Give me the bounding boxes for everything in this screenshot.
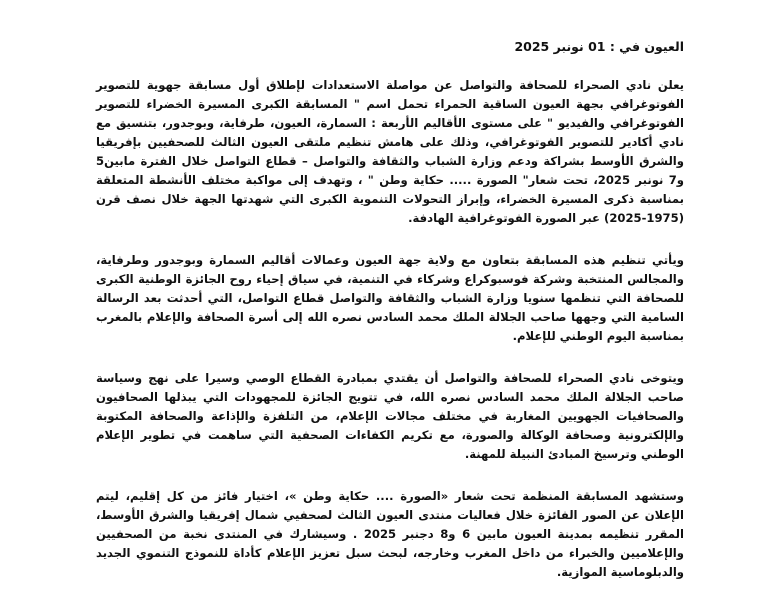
paragraph-announcement: يعلن نادي الصحراء للصحافة والتواصل عن مواصلة الاستعدادات لإطلاق أول مسابقة جهوية للتصوير الفوتوغرافي بجهة العيون الساقية الحمراء تحمل اسم " المسابقة الكبرى المسيرة الخضراء للتصوير الفوتوغرافي والفيديو " على مستوى الأقاليم الأربعة : السمارة، العيون، طرفاية، وبوجدور، بتنسيق مع نادي أكادير للتصوير الفوتوغرافي، وذلك على هامش تنظيم ملتقى العيون الثالث للصحفيين بإفريقيا والشرق الأوسط بشراكة ودعم وزارة الشباب والثقافة والتواصل – قطاع التواصل خلال الفترة مابين5 و7 نونبر 2025، تحت شعار" الصورة ..... حكاية وطن " ، وتهدف إلى مواكبة مختلف الأنشطة المتعلقة بمناسبة ذكرى المسيرة الخضراء، وإبراز التحولات التنموية الكبرى التي شهدتها الجهة خلال نصف قرن (1975-2025) عبر الصورة الفوتوغرافية الهادفة.	[96, 78, 684, 225]
date-line: العيون في : 01 نونبر 2025	[514, 39, 684, 54]
paragraph-partners: ويأتي تنظيم هذه المسابقة بتعاون مع ولاية جهة العيون وعمالات أقاليم السمارة وبوجدور وطرفاية، والمجالس المنتخبة وشركة فوسبوكراع وشركاء في التنمية، في سياق إحياء روح الجائزة الوطنية الكبرى للصحافة التي تنظمها سنويا وزارة الشباب والثقافة والتواصل قطاع التواصل، التي أحدثت بعد الرسالة السامية التي وجهها صاحب الجلالة الملك محمد السادس نصره الله إلى أسرة الصحافة والإعلام بالمغرب بمناسبة اليوم الوطني للإعلام.	[96, 253, 684, 343]
press-release-body	[96, 38, 684, 605]
paragraph-objectives: ويتوخى نادي الصحراء للصحافة والتواصل أن يقتدي بمبادرة القطاع الوصي وسيرا على نهج وسياسة صاحب الجلالة الملك محمد السادس نصره الله، في تتويج الجائزة للمجهودات التي يبذلها الصحافيون والصحافيات الجهويين المغاربة في مختلف مجالات الإعلام، من التلفزة والإذاعة والصحافة المكتوبة والإلكترونية وصحافة الوكالة والصورة، مع تكريم الكفاءات الصحفية التي ساهمت في تطوير الإعلام الوطني وترسيخ المبادئ النبيلة للمهنة.	[96, 371, 684, 461]
paragraph-event: وستشهد المسابقة المنظمة تحت شعار «الصورة .... حكاية وطن »، اختيار فائز من كل إقليم، ليتم الإعلان عن الصور الفائزة خلال فعاليات منتدى العيون الثالث لصحفيي شمال إفريقيا والشرق الأوسط، المقرر تنظيمه بمدينة العيون مابين 6 و8 دجنبر 2025 . وسيشارك في المنتدى نخبة من الصحفيين والإعلاميين والخبراء من داخل المغرب وخارجه، لبحث سبل تعزيز الإعلام كأداة للنموذج التنموي الجديد والدبلوماسية الموازية.	[96, 489, 684, 579]
